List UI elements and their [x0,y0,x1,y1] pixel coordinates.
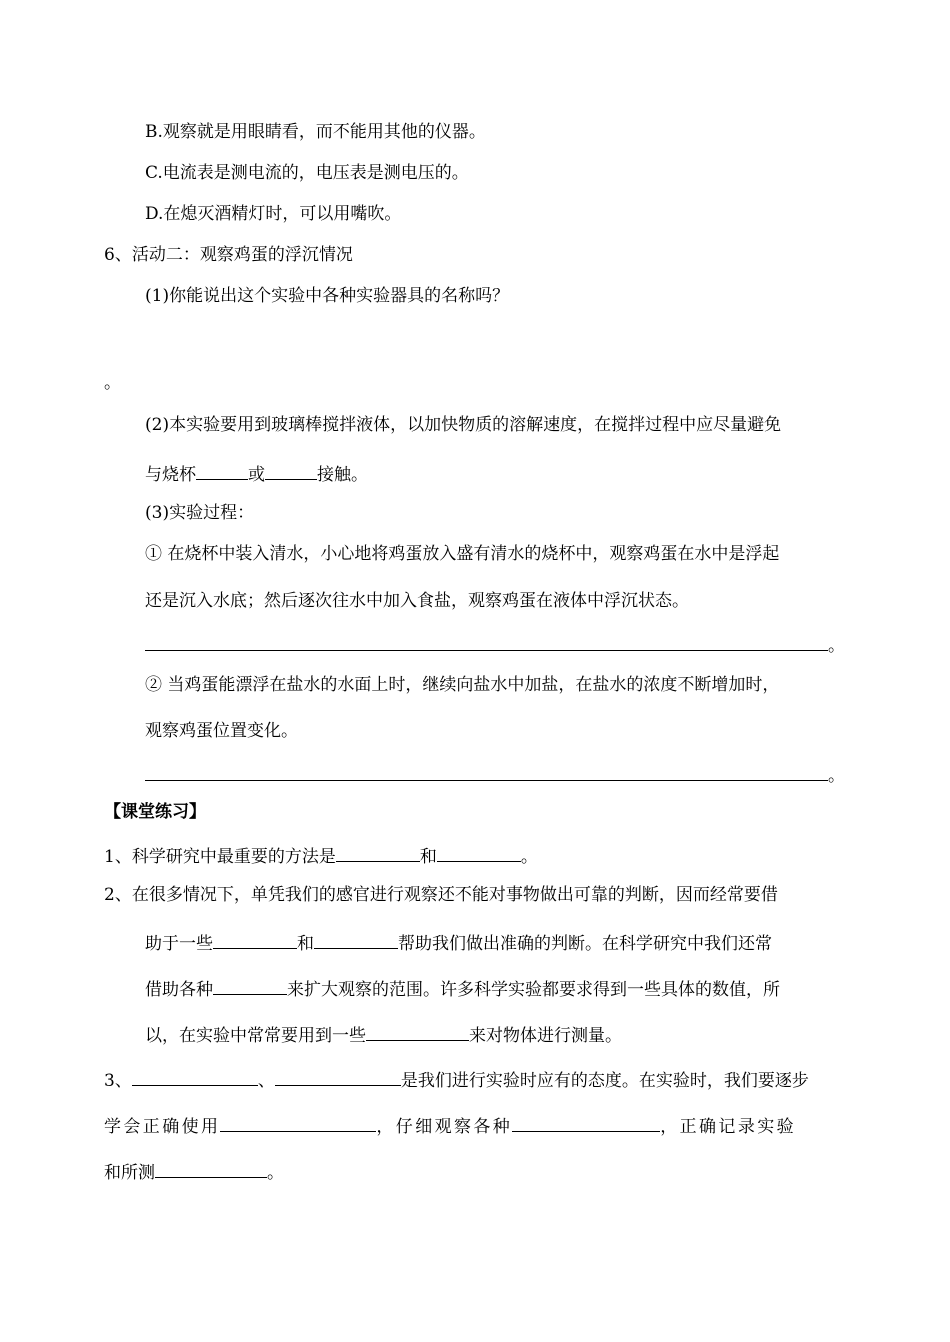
step-2-line-2: 观察鸡蛋位置变化。 [145,721,298,741]
q3-l2-text-b: ，仔细观察各种 [376,1117,513,1137]
q1-text-c: 。 [520,847,538,867]
question-6-part-2-line-1: (2)本实验要用到玻璃棒搅拌液体，以加快物质的溶解速度，在搅拌过程中应尽量避免 [145,415,782,435]
step-2-end-mark: 。 [828,766,845,786]
q3-l3-text-b: 。 [267,1163,284,1183]
question-6-part-3: (3)实验过程： [145,503,255,523]
part-2-text-c: 接触。 [317,465,368,485]
practice-q2-line-2 [145,930,772,955]
practice-q2-line-3 [145,976,780,1001]
blank-q2-instruments[interactable] [213,976,287,995]
q2-l4-text-a: 以，在实验中常常要用到一些 [145,1026,366,1046]
practice-heading: 【课堂练习】 [104,802,206,822]
part-2-text-b: 或 [248,465,265,485]
blank-q3-attitude-2[interactable] [275,1067,401,1086]
part-1-end-mark: 。 [104,373,121,393]
blank-beaker-wall[interactable] [265,461,317,480]
blank-q1-method-1[interactable] [336,843,420,862]
blank-q2-measuring-tools[interactable] [366,1022,469,1041]
step-1-line-1: ① 在烧杯中装入清水，小心地将鸡蛋放入盛有清水的烧杯中，观察鸡蛋在水中是浮起 [145,544,780,564]
blank-step-2-answer[interactable] [145,762,828,781]
blank-q3-phenomena[interactable] [512,1113,660,1132]
step-1-end-mark: 。 [828,636,845,656]
q3-l2-text-a: 学会正确使用 [104,1117,221,1137]
q2-l3-text-a: 借助各种 [145,980,213,1000]
option-c: C.电流表是测电流的，电压表是测电压的。 [145,163,469,183]
practice-q3-line-3 [104,1159,284,1184]
part-2-text-a: 与烧杯 [145,465,196,485]
step-1-line-2: 还是沉入水底；然后逐次往水中加入食盐，观察鸡蛋在液体中浮沉状态。 [145,591,689,611]
practice-q2-line-4 [145,1022,622,1047]
practice-q3-line-1 [104,1067,809,1092]
practice-q1 [104,843,538,868]
step-2-answer-line [145,762,845,787]
blank-q3-equipment[interactable] [220,1113,376,1132]
blank-step-1-answer[interactable] [145,632,828,651]
blank-q1-method-2[interactable] [437,843,521,862]
practice-q2-line-1: 2、在很多情况下，单凭我们的感官进行观察还不能对事物做出可靠的判断，因而经常要借 [104,885,778,905]
question-6-title: 6、活动二：观察鸡蛋的浮沉情况 [104,245,353,265]
blank-q2-tool-2[interactable] [314,930,398,949]
q1-text-a: 1、科学研究中最重要的方法是 [104,847,336,867]
q2-l2-text-c: 帮助我们做出准确的判断。在科学研究中我们还常 [398,934,772,954]
step-2-line-1: ② 当鸡蛋能漂浮在盐水的水面上时，继续向盐水中加盐，在盐水的浓度不断增加时， [145,675,780,695]
q3-l1-text-a: 3、 [104,1071,132,1091]
blank-q3-data[interactable] [155,1159,267,1178]
q3-l3-text-a: 和所测 [104,1163,155,1183]
practice-q3-line-2 [104,1113,796,1138]
option-d: D.在熄灭酒精灯时，可以用嘴吹。 [145,204,402,224]
q1-text-b: 和 [419,847,437,867]
q3-l1-text-b: 、 [257,1071,275,1091]
blank-beaker-bottom[interactable] [196,461,248,480]
blank-q3-attitude-1[interactable] [132,1067,258,1086]
question-6-part-1: (1)你能说出这个实验中各种实验器具的名称吗？ [145,286,510,306]
question-6-part-2-line-2 [145,461,368,486]
q2-l3-text-b: 来扩大观察的范围。许多科学实验都要求得到一些具体的数值，所 [287,980,780,1000]
q2-l4-text-b: 来对物体进行测量。 [469,1026,622,1046]
q3-l2-text-c: ，正确记录实验 [660,1117,797,1137]
q2-l2-text-b: 和 [297,934,314,954]
q2-l2-text-a: 助于一些 [145,934,213,954]
step-1-answer-line [145,632,845,657]
option-b: B.观察就是用眼睛看，而不能用其他的仪器。 [145,122,486,142]
q3-l1-text-c: 是我们进行实验时应有的态度。在实验时，我们要逐步 [400,1071,809,1091]
blank-q2-tool-1[interactable] [213,930,297,949]
